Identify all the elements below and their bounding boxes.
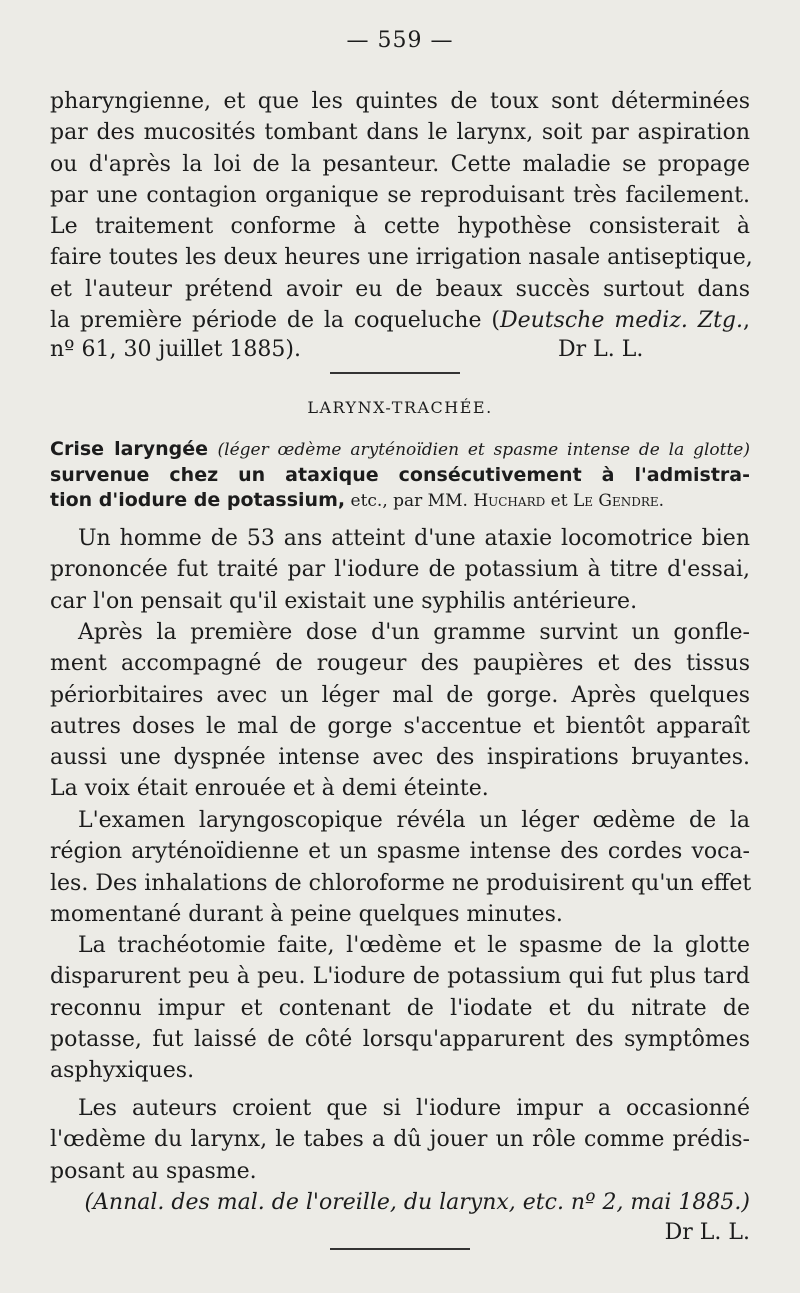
heading-rest: etc., par MM. [345, 491, 474, 511]
author-end: . [658, 491, 665, 511]
paragraph-line: reconnu impur et contenant de l'iodate et du nitrate de [50, 995, 750, 1021]
intro-line-punct: , [743, 308, 751, 334]
intro-line: ou d'après la loi de la pesanteur. Cette maladie se propage [50, 151, 750, 177]
paragraph-line: momentané durant à peine quelques minutes. [50, 901, 563, 927]
paragraph-line: La voix était enrouée et à demi éteinte. [50, 776, 489, 802]
intro-line: faire toutes les deux heures une irrigation nasale antiseptique, [50, 245, 753, 271]
intro-signature: Dr L. L. [558, 337, 644, 362]
intro-paragraph [50, 86, 753, 336]
paragraph-line: disparurent peu à peu. L'iodure de potassium qui fut plus tard [50, 964, 750, 990]
journal-name: Deutsche mediz. Ztg. [499, 308, 744, 334]
intro-line: et l'auteur prétend avoir eu de beaux succès surtout dans [50, 276, 750, 302]
page-number: — 559 — [346, 28, 454, 53]
intro-line: Le traitement conforme à cette hypothèse consisterait à [50, 214, 750, 240]
intro-line: pharyngienne, et que les quintes de toux sont déterminées [50, 89, 750, 114]
paragraph-line: aussi une dyspnée intense avec des inspirations bruyantes. [50, 745, 750, 771]
paragraph-line: potasse, fut laissé de côté lorsqu'apparurent des symptômes [50, 1026, 750, 1052]
article-subtitle: (léger œdème aryténoïdien et spasme intense de la glotte) [217, 440, 750, 460]
article-signature: Dr L. L. [664, 1220, 750, 1245]
article-paragraph [50, 617, 750, 805]
intro-line: par des mucosités tombant dans le larynx, soit par aspiration [50, 120, 750, 146]
section-title: LARYNX-TRACHÉE. [307, 398, 493, 417]
paragraph-line: l'œdème du larynx, le tabes a dû jouer un rôle comme prédis- [50, 1127, 750, 1153]
paragraph-line: périorbitaires avec un léger mal de gorge. Après quelques [50, 682, 750, 708]
paragraph-line: prononcée fut traité par l'iodure de potassium à titre d'essai, [50, 557, 750, 583]
article-paragraph [50, 930, 750, 1086]
paragraph-line: ment accompagné de rougeur des paupières et des tissus [50, 651, 750, 677]
article-paragraph [50, 1093, 750, 1187]
heading-line [50, 488, 750, 514]
article-title: Crise laryngée [50, 438, 209, 460]
intro-line: par une contagion organique se reproduisant très facilement. [50, 182, 750, 208]
paragraph-line: car l'on pensait qu'il existait une syphilis antérieure. [50, 588, 638, 614]
author-name: Huchard [473, 491, 546, 511]
paragraph-line: les. Des inhalations de chloroforme ne produisirent qu'un effet [50, 870, 752, 896]
article-paragraph [50, 805, 750, 930]
paragraph-line: Un homme de 53 ans atteint d'une ataxie locomotrice bien [78, 526, 750, 551]
paragraph-line: autres doses le mal de gorge s'accentue et bientôt apparaît [50, 713, 750, 739]
paragraph-line: L'examen laryngoscopique révéla un léger œdème de la [78, 808, 750, 833]
paragraph-line: asphyxiques. [50, 1058, 195, 1084]
heading-line [50, 437, 750, 463]
author-join: et [545, 491, 573, 511]
heading-line: survenue chez un ataxique consécutivement à l'admistra- [50, 464, 750, 486]
heading-bold-part: tion d'iodure de potassium, [50, 489, 346, 511]
paragraph-line: région aryténoïdienne et un spasme intense des cordes voca- [50, 839, 750, 865]
end-rule [330, 1248, 470, 1250]
paragraph-line: Après la première dose d'un gramme survint un gonfle- [78, 620, 750, 645]
intro-line-text: la première période de la coqueluche ( [50, 308, 500, 334]
paragraph-line: La trachéotomie faite, l'œdème et le spasme de la glotte [78, 933, 750, 958]
article-citation: (Annal. des mal. de l'oreille, du larynx, etc. nº 2, mai 1885.) [84, 1190, 750, 1215]
author-name: Le Gendre [572, 491, 659, 511]
intro-last-line [50, 337, 750, 362]
intro-citation-date: nº 61, 30 juillet 1885). [50, 337, 301, 362]
separator-rule [330, 372, 460, 374]
article-paragraph [50, 523, 750, 617]
paragraph-line: posant au spasme. [50, 1158, 257, 1184]
article-heading [50, 437, 750, 514]
paragraph-line: Les auteurs croient que si l'iodure impur a occasionné [78, 1096, 750, 1121]
intro-line [50, 305, 750, 336]
